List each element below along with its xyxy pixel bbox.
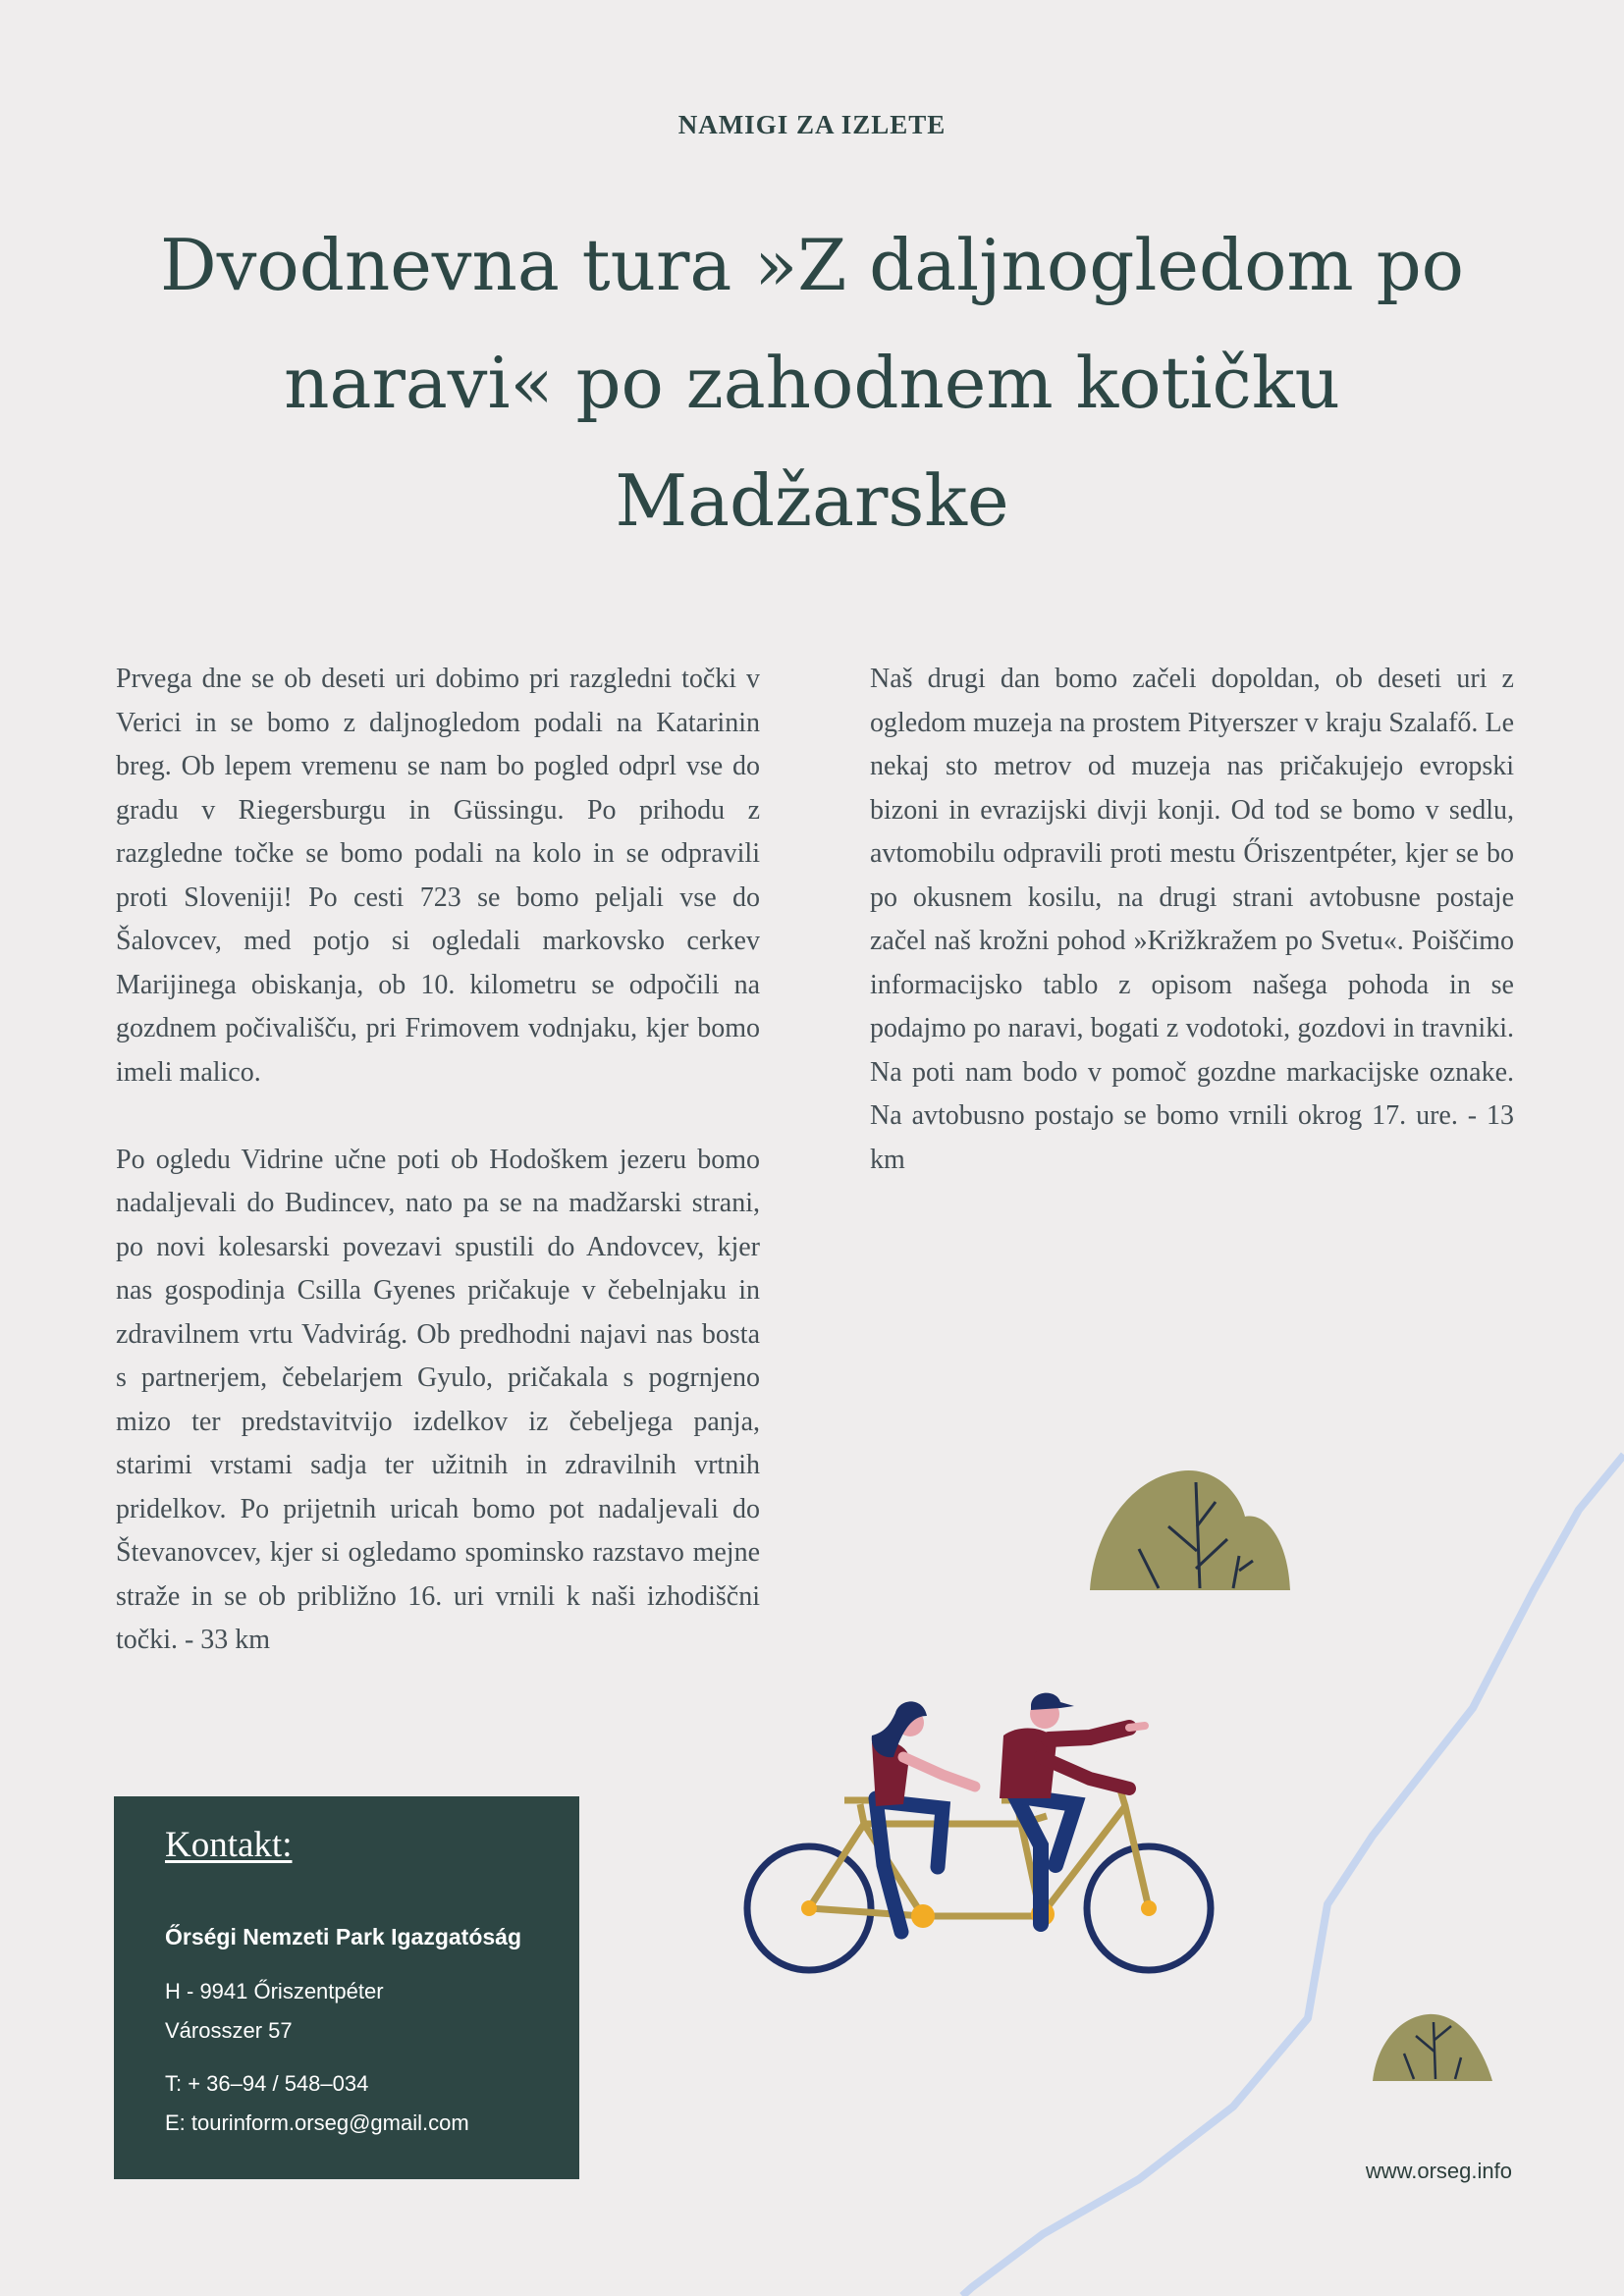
contact-address-line1: H - 9941 Őriszentpéter: [165, 1979, 384, 2003]
bush-large: [1090, 1470, 1290, 1590]
tandem-bicycle-riders: [747, 1693, 1211, 1970]
paragraph-day1-part2: Po ogledu Vidrine učne poti ob Hodoškem jezeru bomo nadaljevali do Budincev, nato pa se na madžarski strani, po novi kolesarski povezavi spustili do Andovcev, kjer nas gospodinja Csilla Gyenes pričakuje v čebelnjaku in zdravilnem vrtu Vadvirág. Ob predhodni najavi nas bosta s partnerjem, čebelarjem Gyulo, pričakala s pogrnjeno mizo ter predstavitvijo izdelkov iz čebeljega panja, starimi vrstami sadja ter užitnih in zdravilnih vrtnih pridelkov. Po prijetnih uricah bomo pot nadaljevali do Števanovcev, kjer si ogledamo spominsko razstavo mejne straže in se ob približno 16. uri vrnili k naši izhodiščni točki. - 33 km: [116, 1144, 760, 1655]
website-link[interactable]: www.orseg.info: [1365, 2159, 1512, 2183]
bush-small: [1373, 2014, 1492, 2081]
contact-email[interactable]: E: tourinform.orseg@gmail.com: [165, 2110, 469, 2135]
article-column-left: [116, 658, 760, 1663]
page-title: Dvodnevna tura »Z daljnogledom po naravi« po zahodnem kotičku Madžarske: [159, 224, 1465, 542]
article-column-right: [870, 658, 1514, 1182]
paragraph-day1-part1: Prvega dne se ob deseti uri dobimo pri razgledni točki v Verici in se bomo z daljnogledom podali na Katarinin breg. Ob lepem vremenu se nam bo pogled odprl vse do gradu v Riegersburgu in Güssingu. Po prihodu z razgledne točke se bomo podali na kolo in se odpravili proti Sloveniji! Po cesti 723 se bomo peljali vse do Šalovcev, med potjo si ogledali markovsko cerkev Marijinega obiskanja, ob 10. kilometru se odpočili na gozdnem počivališču, pri Frimovem vodnjaku, kjer bomo imeli malico.: [116, 664, 760, 1088]
contact-organization: Őrségi Nemzeti Park Igazgatóság: [165, 1924, 522, 1949]
contact-box: [114, 1796, 579, 2179]
section-label: NAMIGI ZA IZLETE: [677, 110, 947, 139]
contact-phone: T: + 36–94 / 548–034: [165, 2071, 369, 2096]
contact-address-line2: Városszer 57: [165, 2018, 293, 2043]
paragraph-day2: Naš drugi dan bomo začeli dopoldan, ob deseti uri z ogledom muzeja na prostem Pityerszer v kraju Szalafő. Le nekaj sto metrov od muzeja nas pričakujejo evropski bizoni in evrazijski divji konji. Od tod se bomo v sedlu, avtomobilu odpravili proti mestu Őriszentpéter, kjer se bo po okusnem kosilu, na drugi strani avtobusne postaje začel naš krožni pohod »Križkražem po Svetu«. Poiščimo informacijsko tablo z opisom našega pohoda in se podajmo po naravi, bogati z vodotoki, gozdovi in travniki. Na poti nam bodo v pomoč gozdne markacijske oznake. Na avtobusno postajo se bomo vrnili okrog 17. ure. - 13 km: [870, 664, 1514, 1175]
contact-heading: Kontakt:: [165, 1825, 293, 1865]
river-line: [962, 1455, 1624, 2296]
